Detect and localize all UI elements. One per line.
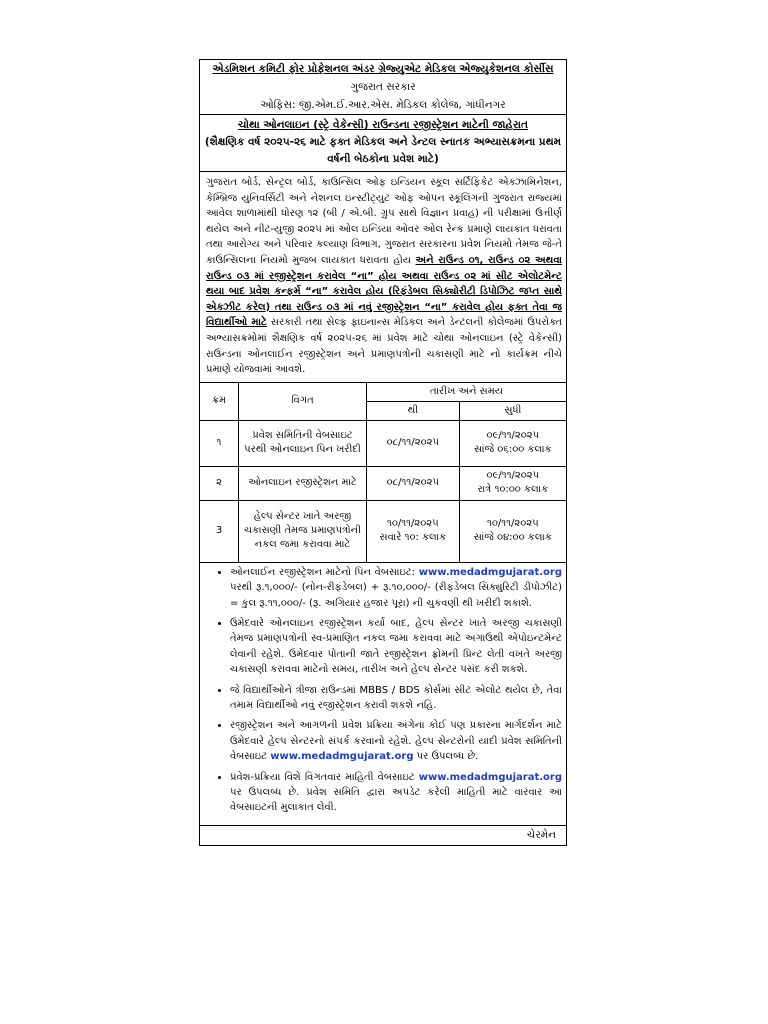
committee-header: [200, 60, 566, 115]
row-to-time: સાંજે ૦૪:૦૦ કલાક: [473, 532, 552, 544]
notes-section: [200, 563, 566, 826]
website-link[interactable]: www.medadmgujarat.org: [418, 771, 562, 783]
intro-paragraph: [200, 172, 566, 383]
notice-title: ચોથા ઓનલાઇન (સ્ટ્રે વેકેન્સી) રાઉન્ડના રજીસ્ટ્રેશન માટેની જાહેરાત: [238, 119, 528, 131]
row-to-date: ૦૯/૧૧/૨૦૨૫: [486, 470, 540, 482]
table-row: [200, 466, 566, 500]
row-to: [459, 466, 566, 500]
col-header-no: ક્રમ: [200, 383, 239, 421]
schedule-table: [200, 383, 566, 563]
row-detail: ઓનલાઇન રજીસ્ટ્રેશન માટે: [239, 466, 367, 500]
row-number: 3: [200, 500, 239, 562]
row-to-time: રાત્રે ૧૦:૦૦ કલાક: [477, 484, 549, 496]
note-text: પર ઉપલબ્ધ છે. પ્રવેશ સમિતિ દ્વારા અપડેટ કરેલી માહિતી માટે વારંવાર આ વેબસાઇટની મુલાકાત લેવી.: [230, 787, 562, 814]
intro-text-2: સરકારી તથા સેલ્ફ ફાઇનાન્સ મેડિકલ અને ડેન્ટલની કોલેજમાં ઉપરોક્ત અભ્યાસક્રમોમાં શૈક્ષણિક વર્ષ ૨૦૨૫-૨૬ માં પ્રવેશ માટે ચોથા ઓનલાઇન (સ્ટ્રે વેકેન્સી) રાઉન્ડના ઓનલાઈન રજીસ્ટ્રેશન અને પ્રમાણપત્રોની ચકાસણી માટે નો કાર્યક્રમ નીચે પ્રમાણે યોજવામાં આવશે.: [206, 317, 563, 376]
note-text: પરથી રૂ.૧,૦૦૦/- (નોન-રીફંડેબલ) + રૂ.૧૦,૦૦૦/- (રીફંડેબલ સિક્યુરિટી ડીપોઝીટ) = કુલ રૂ.૧૧,૦૦૦/- (રૂ. અગિયાર હજાર પૂરા) ની ચુકવણી થી ખરીદી શકાશે.: [230, 582, 562, 609]
website-link[interactable]: www.medadmgujarat.org: [418, 566, 562, 578]
notice-subtitle: (શૈક્ષણિક વર્ષ ૨૦૨૫-૨૬ માટે ફક્ત મેડિકલ અને ડેન્ટલ સ્નાતક અભ્યાસક્રમના પ્રથમ વર્ષની બેઠકોના પ્રવેશ માટે): [204, 136, 562, 165]
col-header-from: થી: [367, 401, 460, 420]
row-from-time: સવારે ૧૦: કલાક: [379, 532, 447, 544]
list-item: • ઉમેદવારે ઓનલાઇન રજીસ્ટ્રેશન કર્યા બાદ, હેલ્પ સેન્ટર ખાતે અરજી ચકાસણી તેમજ પ્રમાણપત્રોની સ્વ-પ્રમાણિત નકલ જમા કરાવવા માટે અગાઉથી એપોઇન્ટમેન્ટ લેવાની રહેશે. ઉમેદવાર પોતાની જાતે રજીસ્ટ્રેશન ફ્રોમની પ્રિન્ટ લેતી વખતે અરજી ચકાસણી કરાવવા માટેનો સમય, તારીખ અને હેલ્પ સેન્ટર પસંદ કરી શકશે.: [230, 616, 562, 678]
note-text: પ્રવેશ-પ્રક્રિયા વિશે વિગતવાર માહિતી વેબસાઇટ: [230, 771, 419, 783]
col-header-datetime: તારીખ અને સમય: [367, 383, 567, 402]
row-detail: પ્રવેશ સમિતિની વેબસાઇટ પરથી ઓનલાઇન પિન ખરીદી: [239, 420, 367, 466]
schedule-header-row: [200, 383, 566, 402]
website-link[interactable]: www.medadmgujarat.org: [270, 751, 414, 763]
row-from: [367, 500, 460, 562]
intro-text-1: ગુજરાત બોર્ડ, સેન્ટ્રલ બોર્ડ, કાઉન્સિલ ઓફ ઇન્ડિયન સ્કૂલ સર્ટિફિકેટ એક્ઝામિનેશન, કેમ્બ્રિજ યુનિવર્સિટી અને નેશનલ ઇન્સ્ટીટ્યુટ ઓફ ઓપન સ્કૂલિંગની ગુજરાત રાજ્યમાં આવેલ શાળામાંથી ધોરણ ૧૨ (બી / એ.બી. ગ્રુપ સાથે વિજ્ઞાન પ્રવાહ) ની પરીક્ષામાં ઉત્તીર્ણ થયેલ અને નીટ-યુજી ૨૦૨૫ માં ઓલ ઇન્ડિયા ઓવર ઓલ રેન્ક પ્રમાણે લાયકાત ધરાવતા તથા આરોગ્ય અને પરિવાર કલ્યાણ વિભાગ, ગુજરાત સરકારના પ્રવેશ નિયમો તેમજ જે-તે કાઉન્સિલના નિયમો મુજબ લાયકાત ધરાવતા હોય: [206, 177, 562, 266]
intro-eligibility-text: અને રાઉન્ડ ૦૧, રાઉન્ડ ૦૨ અથવા રાઉન્ડ ૦૩ માં રજીસ્ટ્રેશન કરાવેલ “ના” હોય અથવા રાઉન્ડ ૦૨ માં સીટ એલોટમેન્ટ થયા બાદ પ્રવેશ કન્ફર્મ “ના” કરાવેલ હોય (રિફંડેબલ સિક્યોરીટી ડિપોઝિટ જપ્ત સાથે એક્ઝીટ કરેલ) તથા રાઉન્ડ ૦૩ માં નવું રજીસ્ટ્રેશન “ના” કરાવેલ હોય ફક્ત તેવા જ વિદ્યાર્થીઓ માટે: [206, 254, 562, 329]
row-from-date: ૦૮/૧૧/૨૦૨૫: [367, 466, 460, 500]
notice-heading: [200, 115, 566, 172]
table-row: [200, 420, 566, 466]
row-to: [459, 420, 566, 466]
list-item: [230, 565, 562, 611]
row-to-date: ૧૦/૧૧/૨૦૨૫: [486, 518, 539, 530]
row-detail: હેલ્પ સેન્ટર ખાતે અરજી ચકાસણી તેમજ પ્રમાણપત્રોની નકલ જમા કરાવવા માટે: [239, 500, 367, 562]
list-item: • જે વિદ્યાર્થીઓને ત્રીજા રાઉન્ડમાં MBBS / BDS કોર્સમાં સીટ એલોટ થયેલ છે, તેવા તમામ વિદ્યાર્થીઓ નવું રજીસ્ટ્રેશન કરાવી શકશે નહિ.: [230, 683, 562, 714]
government-name: ગુજરાત સરકાર: [350, 81, 416, 93]
row-from-date: ૧૦/૧૧/૨૦૨૫: [386, 518, 439, 530]
row-to-time: સાંજે ૦૬:૦૦ કલાક: [474, 444, 552, 456]
note-text: ઓનલાઈન રજીસ્ટ્રેશન માટેનો પિન વેબસાઇટ:: [230, 566, 419, 578]
note-text: પર ઉપલબ્ધ છે.: [413, 751, 479, 763]
list-item: [230, 770, 562, 816]
notice-document: [199, 59, 567, 846]
row-from-date: ૦૮/૧૧/૨૦૨૫: [367, 420, 460, 466]
col-header-detail: વિગત: [239, 383, 367, 421]
office-address: ઓફિસ: જી.એમ.ઈ.આર.એસ. મેડિકલ કોલેજ, ગાંધીનગર: [260, 99, 506, 111]
note-text: રજીસ્ટ્રેશન અને આગળની પ્રવેશ પ્રક્રિયા અંગેના કોઈ પણ પ્રકારના માર્ગદર્શન માટે ઉમેદવારે હેલ્પ સેન્ટરનો સંપર્ક કરવાનો રહેશે. હેલ્પ સેન્ટરોની યાદી પ્રવેશ સમિતિની વેબસાઇટ: [230, 720, 562, 763]
table-row: [200, 500, 566, 562]
signature-line: ચેરમેન: [526, 828, 556, 841]
committee-name: એડમિશન કમિટી ફોર પ્રોફેશનલ અંડર ગ્રેજ્યુએટ મેડિકલ એજ્યુકેશનલ કોર્સીસ: [212, 63, 554, 75]
col-header-to: સુધી: [459, 401, 566, 420]
row-number: ૧: [200, 420, 239, 466]
list-item: [230, 718, 562, 764]
row-to-date: ૦૯/૧૧/૨૦૨૫: [486, 430, 540, 442]
row-number: ૨: [200, 466, 239, 500]
row-to: [459, 500, 566, 562]
